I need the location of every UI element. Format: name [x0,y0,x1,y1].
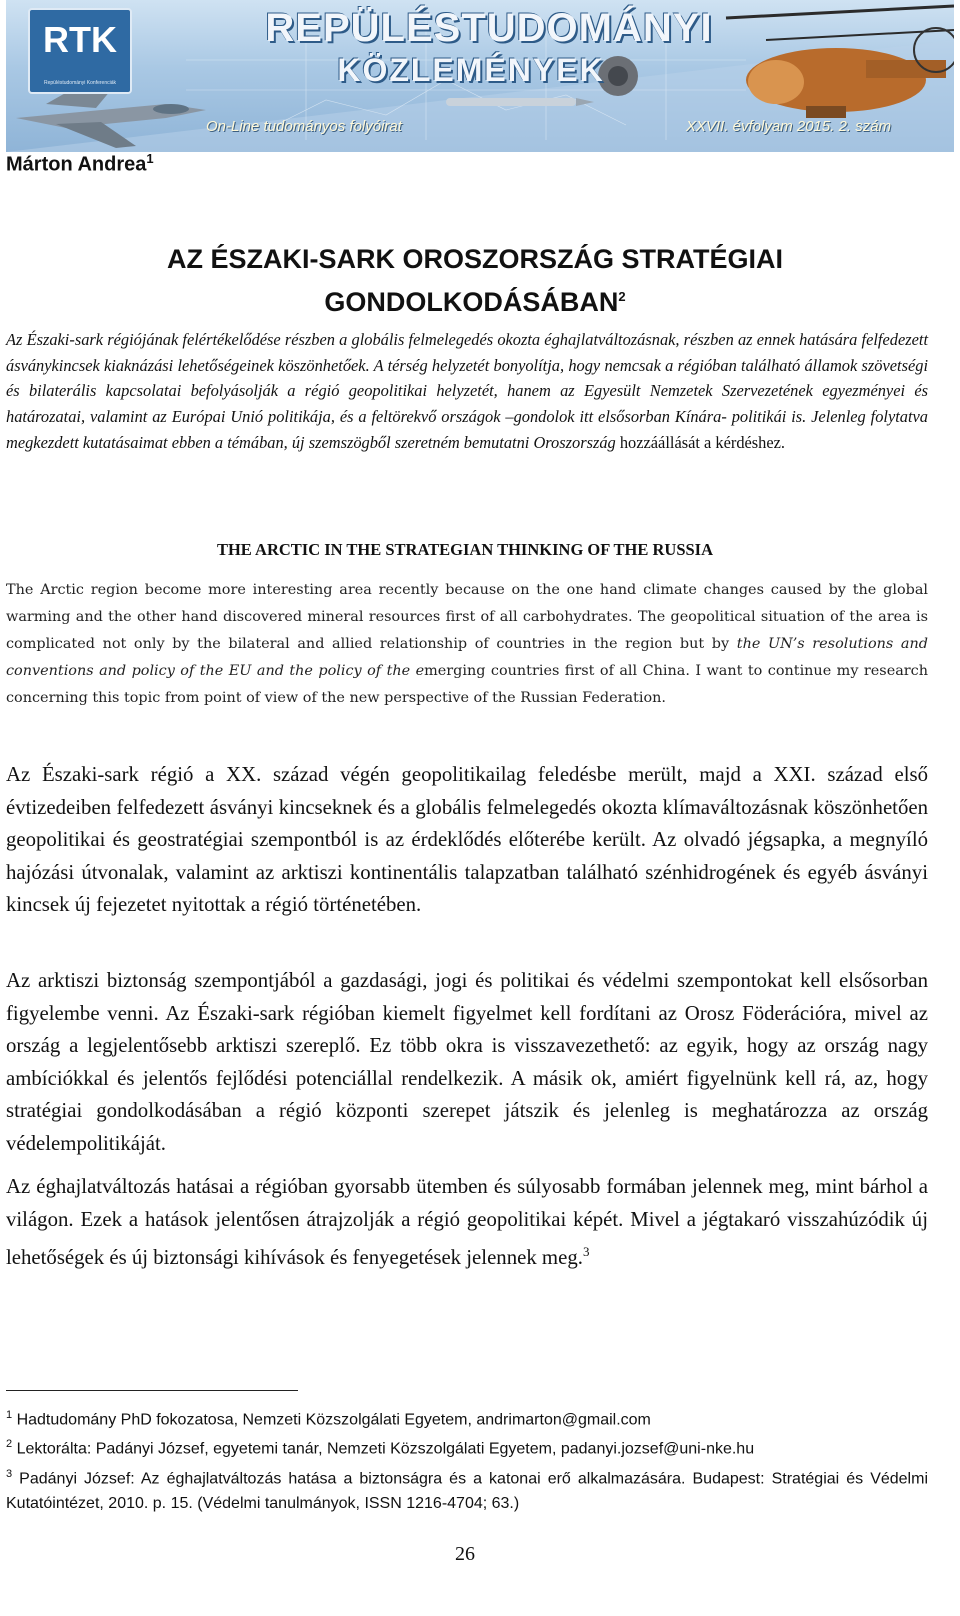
footnote-divider [6,1390,298,1391]
footnote-ref-3[interactable]: 3 [582,1244,590,1260]
abstract-hungarian: Az Északi-sark régiójának felértékelődése részben a globális felmelegedés okozta éghajlatváltozásnak, részben az ennek hatására felfedezett ásványkincsek kiaknázási lehetőségeinek köszönhetőek. A térség helyzetét bonyolítja, hogy nemcsak a régióban található államok szövetségi és bilaterális kapcsolatai befolyásolják a régió geopolitikai helyzetét, hanem az Egyesült Nemzetek Szervezetének egyezményei és határozatai, valamint az Európai Unió politikája, és a feltörekvő országok –gondolok itt elsősorban Kínára- politikái is. Jelenleg folytatva megkezdett kutatásaimat ebben a témában, új szemszögből szeretném bemutatni Oroszország hozzáállását a kérdéshez. [6,330,928,452]
footnote-2: $^2$ Lektorálta: Padányi József, egyetemi tanár, Nemzeti Közszolgálati Egyetem, padanyi.jozsef@uni-nke.hu [6,1438,755,1458]
footnotes [6,1403,928,1516]
article-title: AZ ÉSZAKI-SARK OROSZORSZÁG STRATÉGIAI GONDOLKODÁSÁBAN$^2$ [166,244,783,317]
abstract-english: The Arctic region become more interesting area recently because on the one hand climate changes caused by the global warming and the other hand discovered mineral resources first of all carbohydrates. The geopolitical situation of the area is complicated not only by the bilateral and allied relationship of countries in the region but by the UN’s resolutions and conventions and policy of the EU and the policy of the emerging countries first of all China. I want to continue my research concerning this topic from point of view of the new perspective of the Russian Federation. [6,582,928,706]
banner-subtitle: On-Line tudományos folyóirat [206,118,402,135]
banner-title: REPÜLÉSTUDOMÁNYI [265,6,713,50]
author-footnote-ref[interactable]: 1 [146,151,154,166]
author-name: Márton Andrea$^1$ [6,151,154,176]
page-number: 26 [455,1543,475,1565]
footnote-3: $^3$ Padányi József: Az éghajlatváltozás hatása a biztonságra és a katonai erő alkalmazására. Budapest: Stratégiai és Védelmi Kutatóintézet, 2010. p. 15. (Védelmi tanulmányok, ISSN 1216-4704; 63.) [6,1467,928,1512]
banner-title-2: KÖZLEMÉNYEK [337,52,605,88]
journal-banner [6,0,954,152]
rtk-logo: RTK Repüléstudományi Konferenciák [28,8,132,94]
missile-illustration [446,98,594,106]
body-paragraph-3: Az éghajlatváltozás hatásai a régióban gyorsabb ütemben és súlyosabb formában jelennek meg, mint bárhol a világon. Ezek a hatások jelentősen átrajzolják a régió geopolitikai képét. Mivel a jégtakaró visszahúzódik új lehetőségek és új biztonsági kihívások és fenyegetések jelennek meg.$^3$ [6,1175,928,1270]
body-paragraph-1: Az Északi-sark régió a XX. század végén geopolitikailag feledésbe merült, majd a XXI. század első évtizedeiben felfedezett ásványi kincseknek és a globális felmelegedés okozta klímaváltozásnak köszönhetően geopolitikai és geostratégiai szempontból is az érdeklődés előterébe került. Az olvadó jégsapka, a megnyíló hajózási útvonalak, valamint az arktiszi kontinentális talapzatban található szénhidrogének és egyéb ásványi kincsek új fejezetet nyitottak a régió történetében. [6,763,928,917]
english-title: THE ARCTIC IN THE STRATEGIAN THINKING OF THE RUSSIA [216,540,714,559]
title-footnote-ref[interactable]: 2 [618,289,626,304]
banner-issue: XXVII. évfolyam 2015. 2. szám [686,118,892,135]
body-paragraph-2: Az arktiszi biztonság szempontjából a gazdasági, jogi és politikai és védelmi szempontokat kell elsősorban figyelembe venni. Az Északi-sark régióban kiemelt figyelmet kell fordítani az Orosz Föderációra, mivel az ország a legjelentősebb arktiszi szereplő. Ez több okra is visszavezethető: az egyik, hogy az ország nagy ambíciókkal és jelentős fejlődési potenciállal rendelkezik. A másik ok, amiért figyelnünk kell rá, az, hogy stratégiai gondolkodásában a régió központi szerepet játszik és jelenleg is meghatározza az ország védelempolitikáját. [6,969,928,1155]
footnote-1: $^1$ Hadtudomány PhD fokozatosa, Nemzeti Közszolgálati Egyetem, andrimarton@gmail.com [6,1409,651,1429]
